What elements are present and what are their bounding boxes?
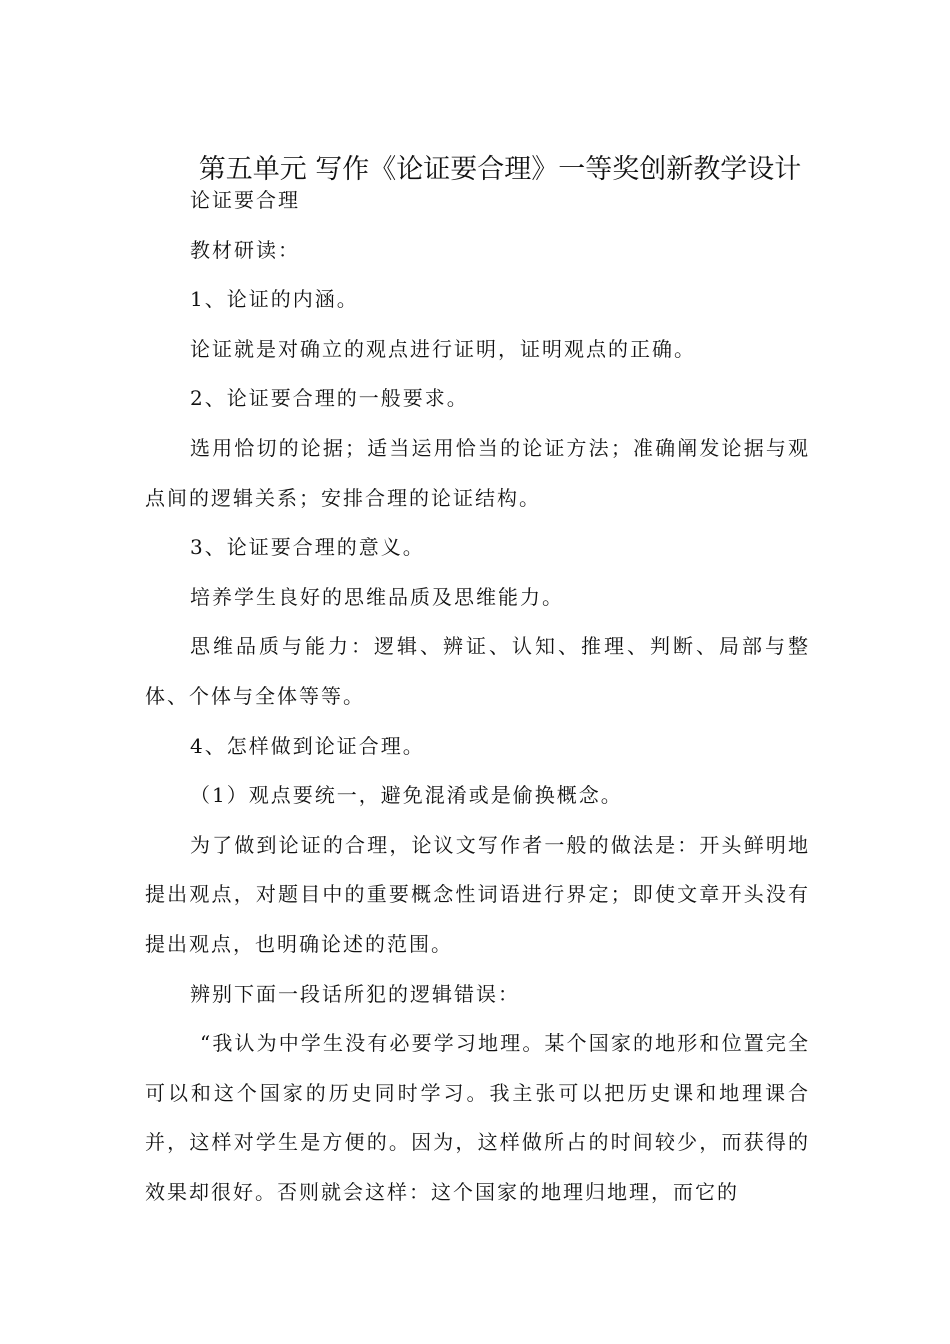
document-title: 第五单元 写作《论证要合理》一等奖创新教学设计 xyxy=(198,154,802,186)
paragraph: 选用恰切的论据；适当运用恰当的论证方法；准确阐发论据与观点间的逻辑关系；安排合理的论证结构。 xyxy=(145,435,810,510)
paragraph: 培养学生良好的思维品质及思维能力。 xyxy=(190,584,564,609)
paragraph: 为了做到论证的合理，论议文写作者一般的做法是：开头鲜明地提出观点，对题目中的重要概念性词语进行界定；即使文章开头没有提出观点，也明确论述的范围。 xyxy=(145,832,810,956)
paragraph-point-2: 2、论证要合理的一般要求。 xyxy=(190,386,469,411)
paragraph: 论证就是对确立的观点进行证明，证明观点的正确。 xyxy=(190,336,696,361)
paragraph: 辨别下面一段话所犯的逻辑错误： xyxy=(190,981,520,1006)
paragraph-subtitle: 论证要合理 xyxy=(190,188,300,212)
paragraph-point-1: 1、论证的内涵。 xyxy=(190,287,359,312)
paragraph-point-3: 3、论证要合理的意义。 xyxy=(190,535,425,560)
paragraph-quote: “我认为中学生没有必要学习地理。某个国家的地形和位置完全可以和这个国家的历史同时学习。我主张可以把历史课和地理课合并，这样对学生是方便的。因为，这样做所占的时间较少，而获得的效果却很好。否则就会这样：这个国家的地理归地理，而它的 xyxy=(145,1031,810,1204)
paragraph-subpoint-1: （1）观点要统一，避免混淆或是偷换概念。 xyxy=(190,783,623,808)
paragraph-point-4: 4、怎样做到论证合理。 xyxy=(190,733,425,758)
paragraph-section-heading: 教材研读： xyxy=(190,237,300,262)
paragraph: 思维品质与能力：逻辑、辨证、认知、推理、判断、局部与整体、个体与全体等等。 xyxy=(145,634,810,708)
document-body xyxy=(145,176,810,1217)
